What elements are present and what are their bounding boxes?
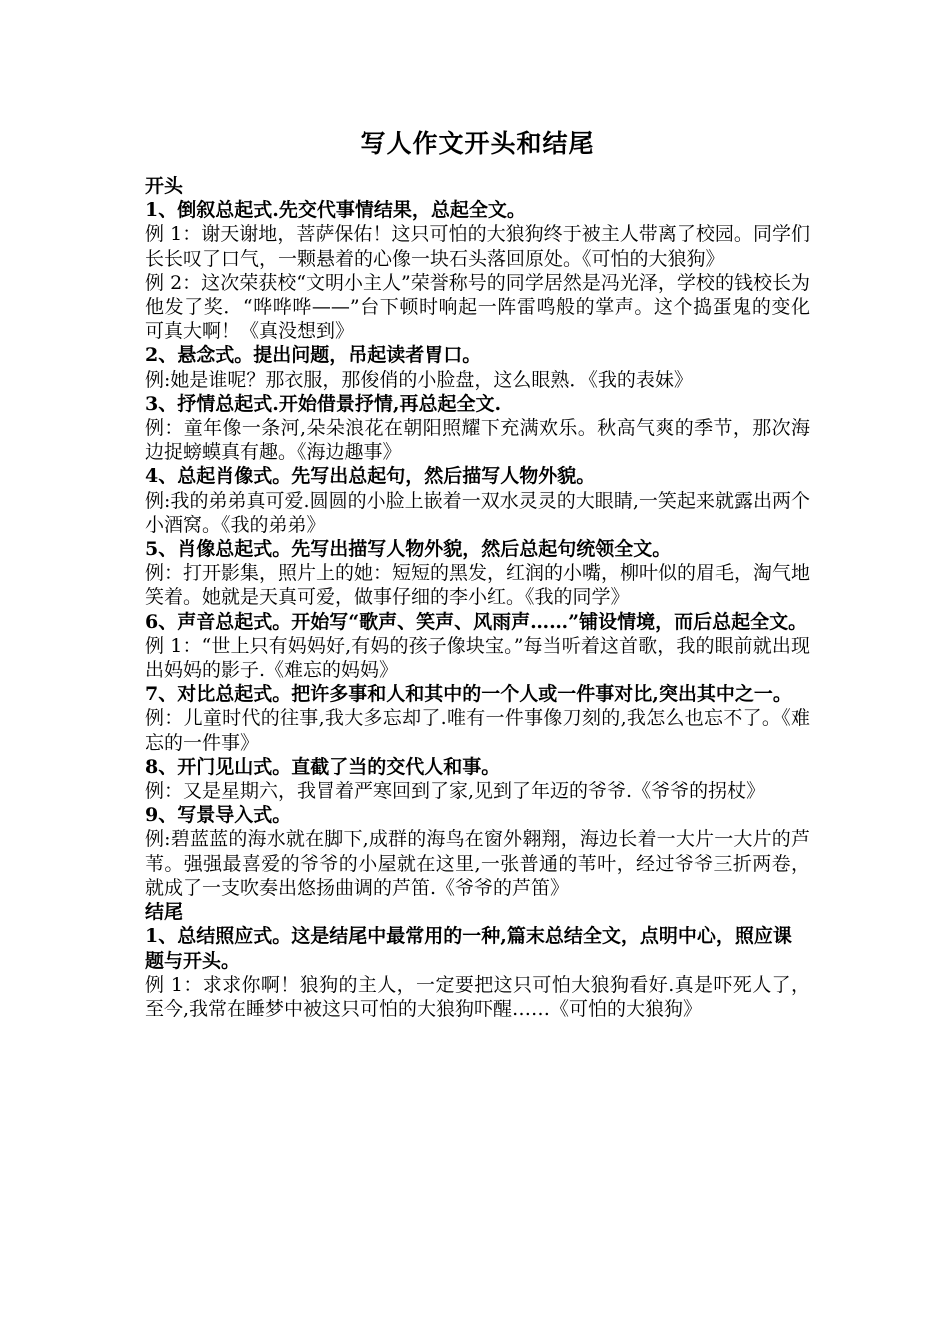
example-text: 例 1：“世上只有妈妈好,有妈的孩子像块宝。”每当听着这首歌，我的眼前就出现出妈妈的影子.《难忘的妈妈》 [145, 634, 810, 682]
example-text: 例：又是星期六，我冒着严寒回到了家,见到了年迈的爷爷.《爷爷的拐杖》 [145, 780, 766, 803]
example-text: 例：儿童时代的往事,我大多忘却了.唯有一件事像刀刻的,我怎么也忘不了。《难忘的一件事》 [145, 707, 810, 754]
section-heading: 结尾 [145, 901, 184, 924]
example-text: 例:碧蓝蓝的海水就在脚下,成群的海鸟在窗外翱翔，海边长着一大片一大片的芦苇。强强最喜爱的爷爷的小屋就在这里,一张普通的苇叶，经过爷爷三折两卷，就成了一支吹奏出悠扬曲调的芦笛.《爷爷的芦笛》 [145, 828, 810, 899]
example-text: 例：打开影集，照片上的她：短短的黑发，红润的小嘴，柳叶似的眉毛，淘气地笑着。她就是天真可爱，做事仔细的李小红。《我的同学》 [145, 562, 811, 609]
item-heading: 9、写景导入式。 [145, 804, 292, 827]
item-heading: 7、对比总起式。把许多事和人和其中的一个人或一件事对比,突出其中之一。 [145, 683, 792, 706]
item-heading: 8、开门见山式。直截了当的交代人和事。 [145, 755, 501, 778]
item-heading: 2、悬念式。提出问题，吊起读者胃口。 [145, 344, 482, 367]
item-heading: 3、抒情总起式.开始借景抒情,再总起全文. [145, 392, 502, 415]
item-heading: 4、总起肖像式。先写出总起句，然后描写人物外貌。 [145, 465, 596, 488]
document-body [145, 174, 810, 1021]
example-text: 例 1：谢天谢地，菩萨保佑！这只可怕的大狼狗终于被主人带离了校园。同学们长长叹了口气，一颗悬着的心像一块石头落回原处。《可怕的大狼狗》 [145, 223, 810, 270]
example-text: 例 2：这次荣获校“文明小主人”荣誉称号的同学居然是冯光泽，学校的钱校长为他发了奖．“哗哗哗——”台下顿时响起一阵雷鸣般的掌声。这个捣蛋鬼的变化可真大啊！《真没想到》 [145, 271, 810, 343]
item-heading: 1、总结照应式。这是结尾中最常用的一种,篇末总结全文，点明中心，照应课题与开头。 [145, 925, 792, 972]
item-heading: 1、倒叙总起式.先交代事情结果，总起全文。 [145, 199, 526, 222]
example-text: 例 1：求求你啊！狼狗的主人，一定要把这只可怕大狼狗看好.真是吓死人了，至今,我常在睡梦中被这只可怕的大狼狗吓醒……《可怕的大狼狗》 [145, 973, 810, 1020]
section-heading: 开头 [145, 175, 184, 197]
document-title: 写人作文开头和结尾 [360, 129, 595, 158]
example-text: 例:我的弟弟真可爱.圆圆的小脸上嵌着一双水灵灵的大眼睛,一笑起来就露出两个小酒窝。《我的弟弟》 [145, 489, 810, 536]
item-heading: 6、声音总起式。开始写“歌声、笑声、风雨声……”铺设情境，而后总起全文。 [145, 610, 808, 633]
example-text: 例:她是谁呢？那衣服，那俊俏的小脸盘，这么眼熟．《我的表妹》 [145, 368, 693, 391]
document-page [145, 128, 810, 1021]
item-heading: 5、肖像总起式。先写出描写人物外貌，然后总起句统领全文。 [145, 538, 672, 561]
example-text: 例：童年像一条河,朵朵浪花在朝阳照耀下充满欢乐。秋高气爽的季节，那次海边捉螃蟆真有趣。《海边趣事》 [145, 417, 810, 464]
